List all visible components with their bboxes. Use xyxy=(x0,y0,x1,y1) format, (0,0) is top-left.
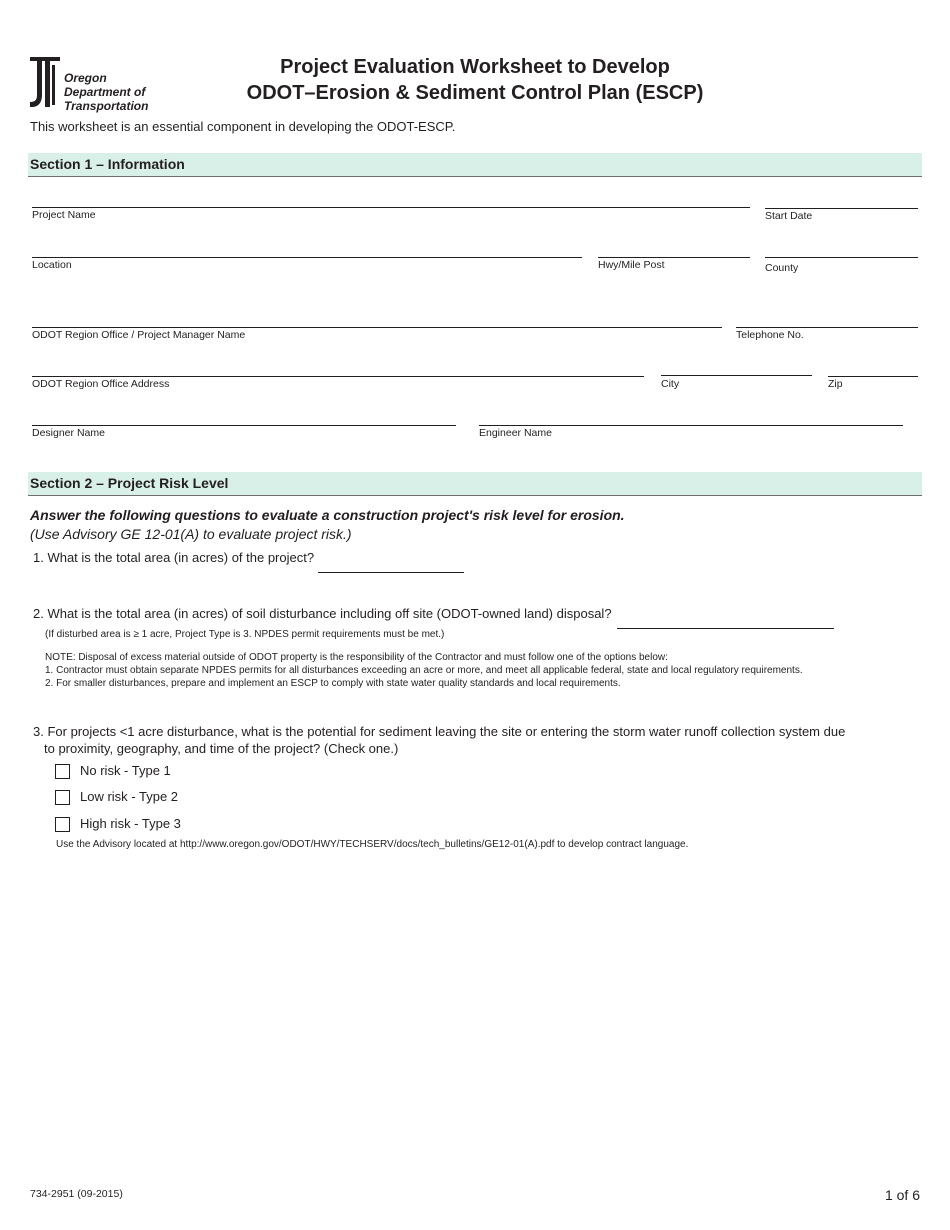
risk-instructions: Answer the following questions to evaluate a construction project's risk level for erosion. xyxy=(30,507,625,523)
odot-logo-icon xyxy=(28,55,62,110)
option-no-risk[interactable] xyxy=(55,763,171,779)
region-office-pm-label: ODOT Region Office / Project Manager Name xyxy=(32,329,246,341)
option-low-risk[interactable] xyxy=(55,789,178,805)
odot-logo-text xyxy=(64,71,148,113)
county-label: County xyxy=(765,262,799,274)
total-area-field[interactable] xyxy=(318,572,464,573)
logo-line-1: Oregon xyxy=(64,71,107,85)
checkbox-low-risk[interactable] xyxy=(55,790,70,805)
question-1: 1. What is the total area (in acres) of the project? xyxy=(33,550,315,565)
engineer-name-label: Engineer Name xyxy=(479,427,552,439)
hwy-mile-post-label: Hwy/Mile Post xyxy=(598,259,665,271)
option-label: High risk - Type 3 xyxy=(80,816,181,831)
checkbox-no-risk[interactable] xyxy=(55,764,70,779)
location-label: Location xyxy=(32,259,72,271)
designer-name-field[interactable] xyxy=(32,425,456,426)
logo-line-2: Department of xyxy=(64,85,146,99)
question-3-continued: to proximity, geography, and time of the project? (Check one.) xyxy=(44,741,399,756)
note-line: NOTE: Disposal of excess material outside of ODOT property is the responsibility of the Contractor and must follow one of the options below: xyxy=(45,652,668,663)
page-number: 1 of 6 xyxy=(884,1187,920,1203)
question-2-note: (If disturbed area is ≥ 1 acre, Project Type is 3. NPDES permit requirements must be met.) xyxy=(45,629,445,640)
option-label: Low risk - Type 2 xyxy=(80,789,179,804)
section-1-title: Section 1 – Information xyxy=(30,156,185,172)
title-line-1: Project Evaluation Worksheet to Develop xyxy=(280,56,670,78)
city-field[interactable] xyxy=(661,375,812,376)
note-line: 1. Contractor must obtain separate NPDES permits for all disturbances exceeding an acre or more, and meet all applicable federal, state and local regulatory requirements. xyxy=(45,665,803,676)
region-office-pm-field[interactable] xyxy=(32,327,722,328)
title-line-2: ODOT–Erosion & Sediment Control Plan (ESCP) xyxy=(246,82,704,104)
logo-line-3: Transportation xyxy=(64,99,149,113)
disturbed-area-field[interactable] xyxy=(617,628,834,629)
section-2-header xyxy=(28,472,922,496)
telephone-label: Telephone No. xyxy=(736,329,804,341)
city-label: City xyxy=(661,378,680,390)
page-title xyxy=(200,54,750,106)
hwy-mile-post-field[interactable] xyxy=(598,257,750,258)
zip-field[interactable] xyxy=(828,376,918,377)
project-name-label: Project Name xyxy=(32,209,96,221)
advisory-link-text: Use the Advisory located at http://www.oregon.gov/ODOT/HWY/TECHSERV/docs/tech_bulletins/GE12-01(A).pdf to develop contract language. xyxy=(56,839,689,850)
region-office-address-field[interactable] xyxy=(32,376,644,377)
option-label: No risk - Type 1 xyxy=(80,763,171,778)
county-field[interactable] xyxy=(765,257,918,258)
disposal-note xyxy=(45,651,803,690)
checkbox-high-risk[interactable] xyxy=(55,817,70,832)
question-3: 3. For projects <1 acre disturbance, what is the potential for sediment leaving the site or entering the storm water runoff collection system due xyxy=(33,724,846,739)
region-office-address-label: ODOT Region Office Address xyxy=(32,378,170,390)
section-2-title: Section 2 – Project Risk Level xyxy=(30,475,229,491)
engineer-name-field[interactable] xyxy=(479,425,903,426)
location-field[interactable] xyxy=(32,257,582,258)
zip-label: Zip xyxy=(828,378,843,390)
option-high-risk[interactable] xyxy=(55,816,181,832)
start-date-label: Start Date xyxy=(765,210,813,222)
note-line: 2. For smaller disturbances, prepare and implement an ESCP to comply with state water quality standards and local requirements. xyxy=(45,678,621,689)
form-number: 734-2951 (09-2015) xyxy=(30,1188,123,1200)
intro-text: This worksheet is an essential component in developing the ODOT-ESCP. xyxy=(30,119,456,134)
designer-name-label: Designer Name xyxy=(32,427,105,439)
start-date-field[interactable] xyxy=(765,208,918,209)
question-2: 2. What is the total area (in acres) of soil disturbance including off site (ODOT-owned land) disposal? xyxy=(33,606,612,621)
advisory-reference: (Use Advisory GE 12-01(A) to evaluate project risk.) xyxy=(30,526,352,542)
project-name-field[interactable] xyxy=(32,207,750,208)
telephone-field[interactable] xyxy=(736,327,918,328)
section-1-header xyxy=(28,153,922,177)
